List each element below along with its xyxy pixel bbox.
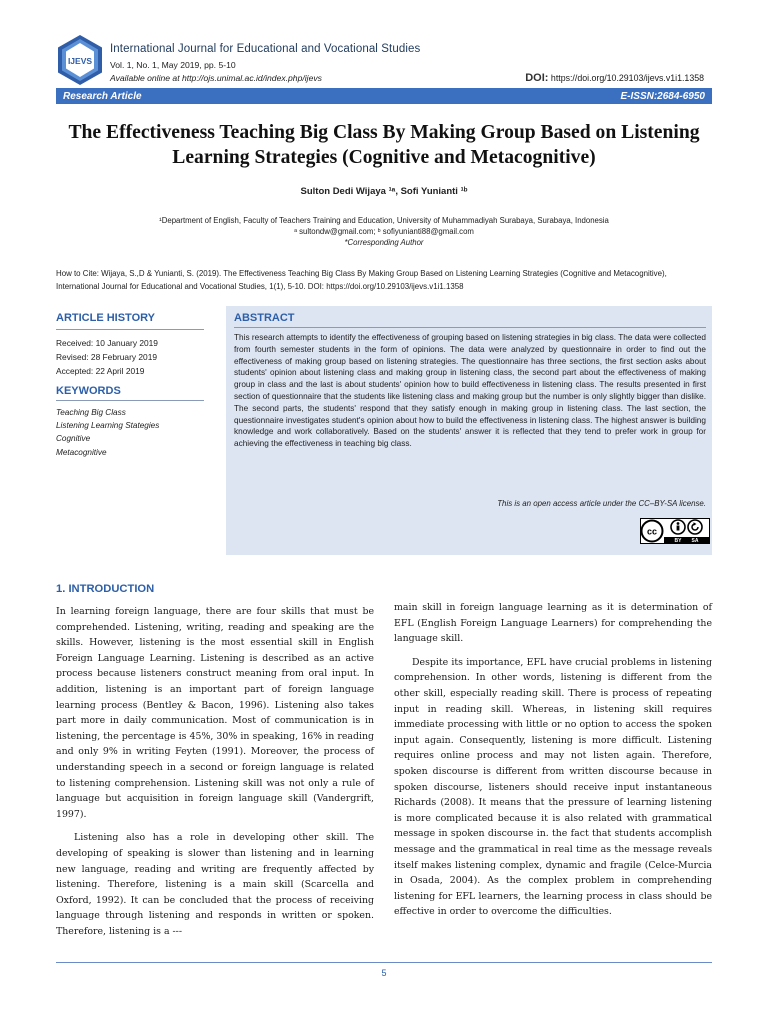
- revised-date: Revised: 28 February 2019: [56, 352, 158, 362]
- cc-sa-label: SA: [691, 538, 699, 544]
- paragraph: Listening also has a role in developing other skill. The developing of speaking is slower than listening and in learning new language, reading and writing are frequently affected by listening. Therefore, listening is a main skill (Scarcella and Oxford, 1992). It can be concluded that the process of receiving language through listening and responds in written or spoken. Therefore, listening is a ---: [56, 832, 374, 937]
- paragraph: In learning foreign language, there are four skills that must be comprehended. Listening, writing, reading and speaking are the skills. However, listening is the most essential skill in English Foreign Language Learning. Listening is described as an active process because listeners construct meaning from oral input. In addition, listening is an important part of foreign language learning process (Bentley & Bacon, 1996). Listening also takes part more in daily communication. Most of communication is in listening, the percentage is 45%, 30% in speaking, 16% in reading and only 9% in writing Feyten (1991). Moreover, the process of understanding speech in a second or foreign language is related to listening comprehension. Listening skill was not only a rule of language but acquisition in foreign language skill (Vandergrift, 1997).: [56, 606, 374, 820]
- footer-divider: [56, 962, 712, 963]
- volume-info: Vol. 1, No. 1, May 2019, pp. 5-10: [110, 60, 236, 70]
- paragraph: main skill in foreign language learning as it is determination of EFL (English Foreign Language Learners) for comprehending the language skill.: [394, 602, 712, 645]
- section-heading-introduction: 1. INTRODUCTION: [56, 583, 155, 595]
- open-access-note: This is an open access article under the CC–BY-SA license.: [497, 499, 706, 508]
- accepted-date: Accepted: 22 April 2019: [56, 366, 145, 376]
- paragraph: Despite its importance, EFL have crucial problems in listening comprehension. In other words, listening is different from the other skill, especially reading skill. There is process of repeating input in reading skill. Whereas, in listening skill requires immediate processing with little or no option to access the spoken input again. Consequently, listening is more difficult. Listening requires online process and may not listen again. Therefore, spoken discourse is different from written discourse because in spoken discourse, listeners should receive input instantaneous Richards (2008). It means that the pressure of learning listening is more complicated because it is also related with grammatical message in spoken discourse in. the fact that students accomplish message and the grammatical in real time as the message reveals itself makes listening complex, dynamic and fragile (Celce-Murcia in Osada, 2004). As the complex problem in comprehending listening for EFL learners, the learning process in class should be effective in order to overcome the difficulties.: [394, 656, 712, 918]
- issn: E-ISSN:2684-6950: [620, 90, 705, 102]
- doi-label: DOI:: [525, 72, 549, 84]
- journal-name: International Journal for Educational and Vocational Studies: [110, 43, 421, 55]
- keyword-item: Listening Learning Stategies: [56, 421, 160, 431]
- article-type-bar: [56, 88, 712, 104]
- divider: [56, 329, 204, 330]
- authors: Sulton Dedi Wijaya ¹ᵃ, Sofi Yunianti ¹ᵇ: [300, 186, 468, 197]
- page-number: 5: [381, 968, 387, 978]
- emails[interactable]: ᵃ sultondw@gmail.com; ᵇ sofiyunianti88@gmail.com: [294, 227, 474, 236]
- available-online[interactable]: Available online at http://ojs.unimal.ac.id/index.php/ijevs: [110, 73, 322, 83]
- abstract-heading: ABSTRACT: [234, 312, 295, 324]
- paper-title: The Effectiveness Teaching Big Class By Making Group Based on Listening Learning Strategies (Cognitive and Metacognitive): [68, 122, 700, 168]
- keywords-heading: KEYWORDS: [56, 385, 121, 397]
- doi-link[interactable]: https://doi.org/10.29103/ijevs.v1i1.1358: [550, 73, 704, 83]
- logo-text: IJEVS: [67, 56, 93, 66]
- divider: [56, 400, 204, 401]
- cc-by-label: BY: [674, 538, 682, 544]
- article-history-heading: ARTICLE HISTORY: [56, 312, 156, 324]
- abstract-text: This research attempts to identify the effectiveness of grouping based on listening strategies in big class. The data were collected from fourth semester students in the form of opinions. The data were analyzed by questionnaire in order to find out the effectiveness of making group based on listening strategies. The questionnaire has three sections, the first section asks about students' opinion about listening class and making group in listening class, the second part about the effectiveness of making group in class and the last is about students' opinion how to build effectiveness in listening class. The results presented in first section of questionnaire that the students like listening class and making group but the number is only slightly bigger than dislike. The second parts, the students' respond that they satisfy enough in making group in listening class. The last section, the questionnaire investigates student's opinion about how to build the effectiveness in listening class. The highest answer is building knowledge and work collaboratively. Based on the students' answer it is reflected that they tend to prefer work in group for achieving the effectiveness in teaching big class.: [234, 333, 706, 449]
- keyword-item: Metacognitive: [56, 447, 107, 457]
- left-column: [56, 604, 374, 939]
- svg-text:cc: cc: [646, 526, 658, 537]
- department: ¹Department of English, Faculty of Teachers Training and Education, University of Muhammadiyah Surabaya, Surabaya, Indonesia: [159, 216, 609, 225]
- cc-by-sa-license-icon[interactable]: [640, 518, 710, 544]
- corresponding-author: *Corresponding Author: [344, 238, 424, 247]
- received-date: Received: 10 January 2019: [56, 338, 158, 348]
- article-type: Research Article: [63, 90, 142, 102]
- journal-logo: [56, 34, 104, 86]
- keyword-item: Teaching Big Class: [56, 408, 126, 417]
- doi-header: [525, 72, 704, 84]
- article-history-list: [56, 336, 158, 378]
- right-column: [394, 600, 712, 920]
- keywords-list: [56, 406, 159, 459]
- keyword-item: Cognitive: [56, 434, 91, 444]
- how-to-cite: How to Cite: Wijaya, S.,D & Yunianti, S. (2019). The Effectiveness Teaching Big Class By Making Group Based on Listening Learning Strategies (Cognitive and Metacognitive), International Journal for Educational and Vocational Studies, 1(1), 5-10. DOI: https://doi.org/10.29103/ijevs.v1i1.1358: [56, 269, 667, 291]
- affiliation: [56, 215, 712, 248]
- divider: [234, 327, 706, 328]
